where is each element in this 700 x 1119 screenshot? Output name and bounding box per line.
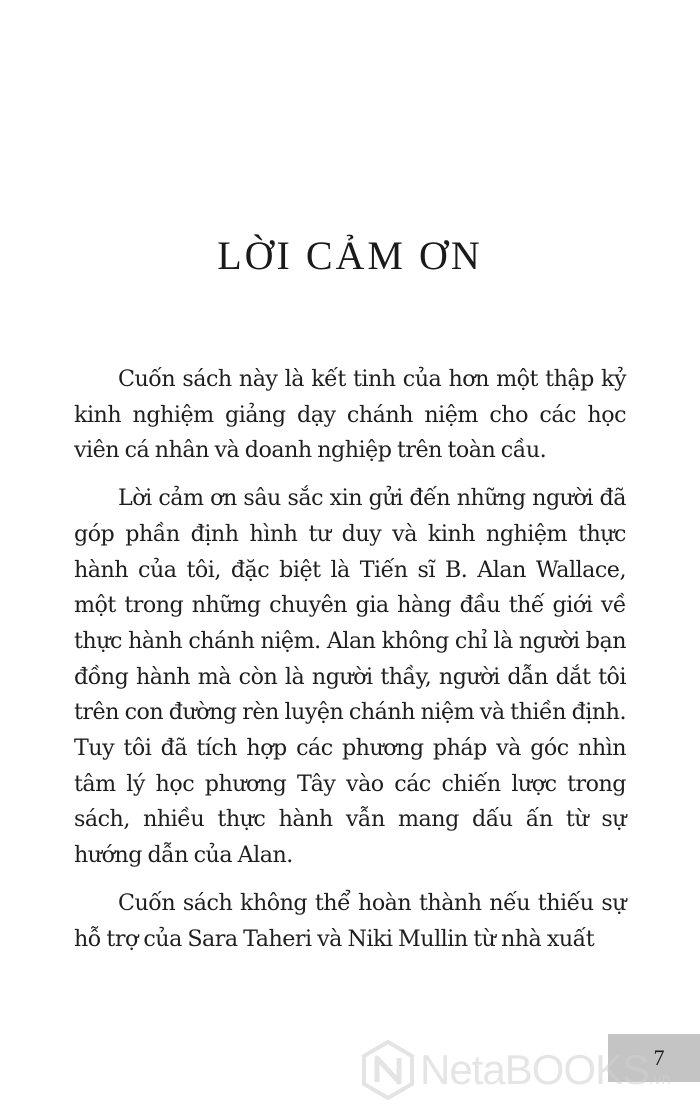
page-title: LỜI CẢM ƠN: [217, 233, 483, 278]
watermark-brand: NetaBOOKS: [420, 1046, 650, 1093]
watermark-text: [420, 1046, 670, 1094]
paragraph-3: Cuốn sách không thể hoàn thành nếu thiếu sự hỗ trợ của Sara Taheri và Niki Mullin từ nhà xuất: [74, 889, 626, 952]
neta-logo-icon: [362, 1040, 414, 1100]
paragraph-2: Lời cảm ơn sâu sắc xin gửi đến những người đã góp phần định hình tư duy và kinh nghiệm thực hành của tôi, đặc biệt là Tiến sĩ B. Alan Wallace, một trong những chuyên gia hàng đầu thế giới về thực hành chánh niệm. Alan không chỉ là người bạn đồng hành mà còn là người thầy, người dẫn dắt tôi trên con đường rèn luyện chánh niệm và thiền định. Tuy tôi đã tích hợp các phương pháp và góc nhìn tâm lý học phương Tây vào các chiến lược trong sách, nhiều thực hành vẫn mang dấu ấn từ sự hướng dẫn của Alan.: [74, 485, 626, 869]
body-text: [74, 362, 626, 969]
paragraph-1: Cuốn sách này là kết tinh của hơn một thập kỷ kinh nghiệm giảng dạy chánh niệm cho các học viên cá nhân và doanh nghiệp trên toàn cầu.: [74, 366, 626, 464]
watermark: [362, 1030, 700, 1110]
page-number: 7: [653, 1045, 665, 1070]
watermark-suffix: .vn: [649, 1071, 671, 1088]
